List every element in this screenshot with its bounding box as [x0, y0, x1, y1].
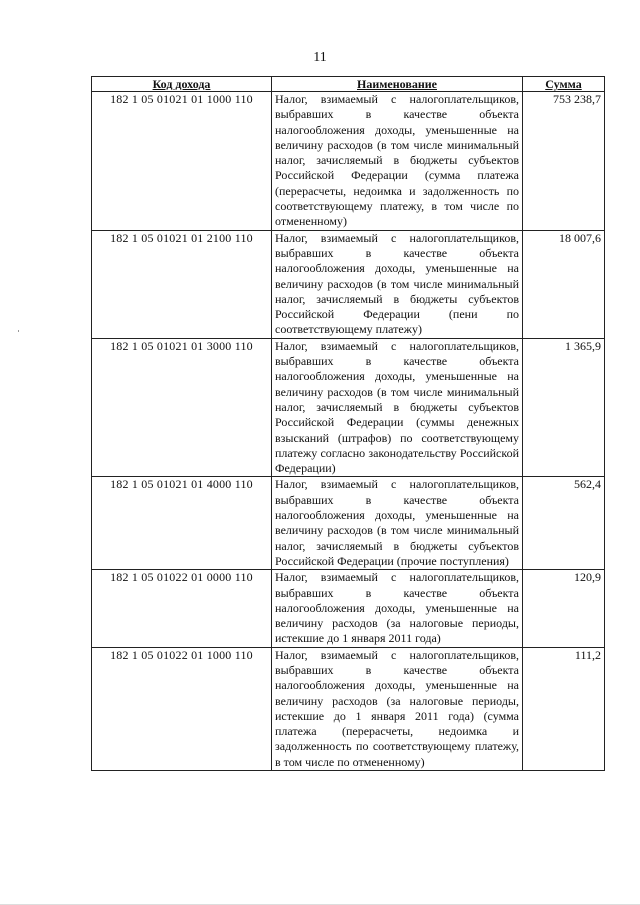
- revenue-table: [91, 76, 605, 771]
- table-row: [92, 647, 605, 770]
- revenue-code: 182 1 05 01022 01 0000 110: [92, 570, 272, 647]
- column-header-sum: Сумма: [523, 77, 605, 92]
- revenue-sum: 111,2: [523, 647, 605, 770]
- revenue-name: Налог, взимаемый с налогоплательщиков, выбравших в качестве объекта налогообложения доходы, уменьшенные на величину расходов (в том числе минимальный налог, зачисляемый в бюджеты субъектов Российской Федерации (прочие поступления): [272, 477, 523, 570]
- scan-mark: [18, 330, 19, 332]
- revenue-sum: 562,4: [523, 477, 605, 570]
- table-row: [92, 92, 605, 231]
- revenue-code: 182 1 05 01021 01 3000 110: [92, 338, 272, 477]
- revenue-name: Налог, взимаемый с налогоплательщиков, выбравших в качестве объекта налогообложения доходы, уменьшенные на величину расходов (в том числе минимальный налог, зачисляемый в бюджеты субъектов Российской Федерации (суммы денежных взысканий (штрафов) по соответствующему платежу согласно законодательству Российской Федерации): [272, 338, 523, 477]
- table-row: [92, 570, 605, 647]
- revenue-code: 182 1 05 01021 01 2100 110: [92, 230, 272, 338]
- page-number: 11: [313, 50, 327, 65]
- revenue-sum: 120,9: [523, 570, 605, 647]
- column-header-code: Код дохода: [92, 77, 272, 92]
- revenue-name: Налог, взимаемый с налогоплательщиков, выбравших в качестве объекта налогообложения доходы, уменьшенные на величину расходов (за налоговые периоды, истекшие до 1 января 2011 года): [272, 570, 523, 647]
- revenue-name: Налог, взимаемый с налогоплательщиков, выбравших в качестве объекта налогообложения доходы, уменьшенные на величину расходов (в том числе минимальный налог, зачисляемый в бюджеты субъектов Российской Федерации (пени по соответствующему платежу): [272, 230, 523, 338]
- revenue-name: Налог, взимаемый с налогоплательщиков, выбравших в качестве объекта налогообложения доходы, уменьшенные на величину расходов (в том числе минимальный налог, зачисляемый в бюджеты субъектов Российской Федерации (сумма платежа (перерасчеты, недоимка и задолженность по соответствующему платежу, в том числе по отмененному): [272, 92, 523, 231]
- revenue-sum: 1 365,9: [523, 338, 605, 477]
- table-header-row: [92, 77, 605, 92]
- revenue-code: 182 1 05 01022 01 1000 110: [92, 647, 272, 770]
- revenue-sum: 753 238,7: [523, 92, 605, 231]
- revenue-code: 182 1 05 01021 01 4000 110: [92, 477, 272, 570]
- revenue-code: 182 1 05 01021 01 1000 110: [92, 92, 272, 231]
- revenue-name: Налог, взимаемый с налогоплательщиков, выбравших в качестве объекта налогообложения доходы, уменьшенные на величину расходов (за налоговые периоды, истекшие до 1 января 2011 года) (сумма платежа (перерасчеты, недоимка и задолженность по соответствующему платежу, в том числе по отмененному): [272, 647, 523, 770]
- table-row: [92, 477, 605, 570]
- table-row: [92, 338, 605, 477]
- column-header-name: Наименование: [272, 77, 523, 92]
- revenue-sum: 18 007,6: [523, 230, 605, 338]
- table-row: [92, 230, 605, 338]
